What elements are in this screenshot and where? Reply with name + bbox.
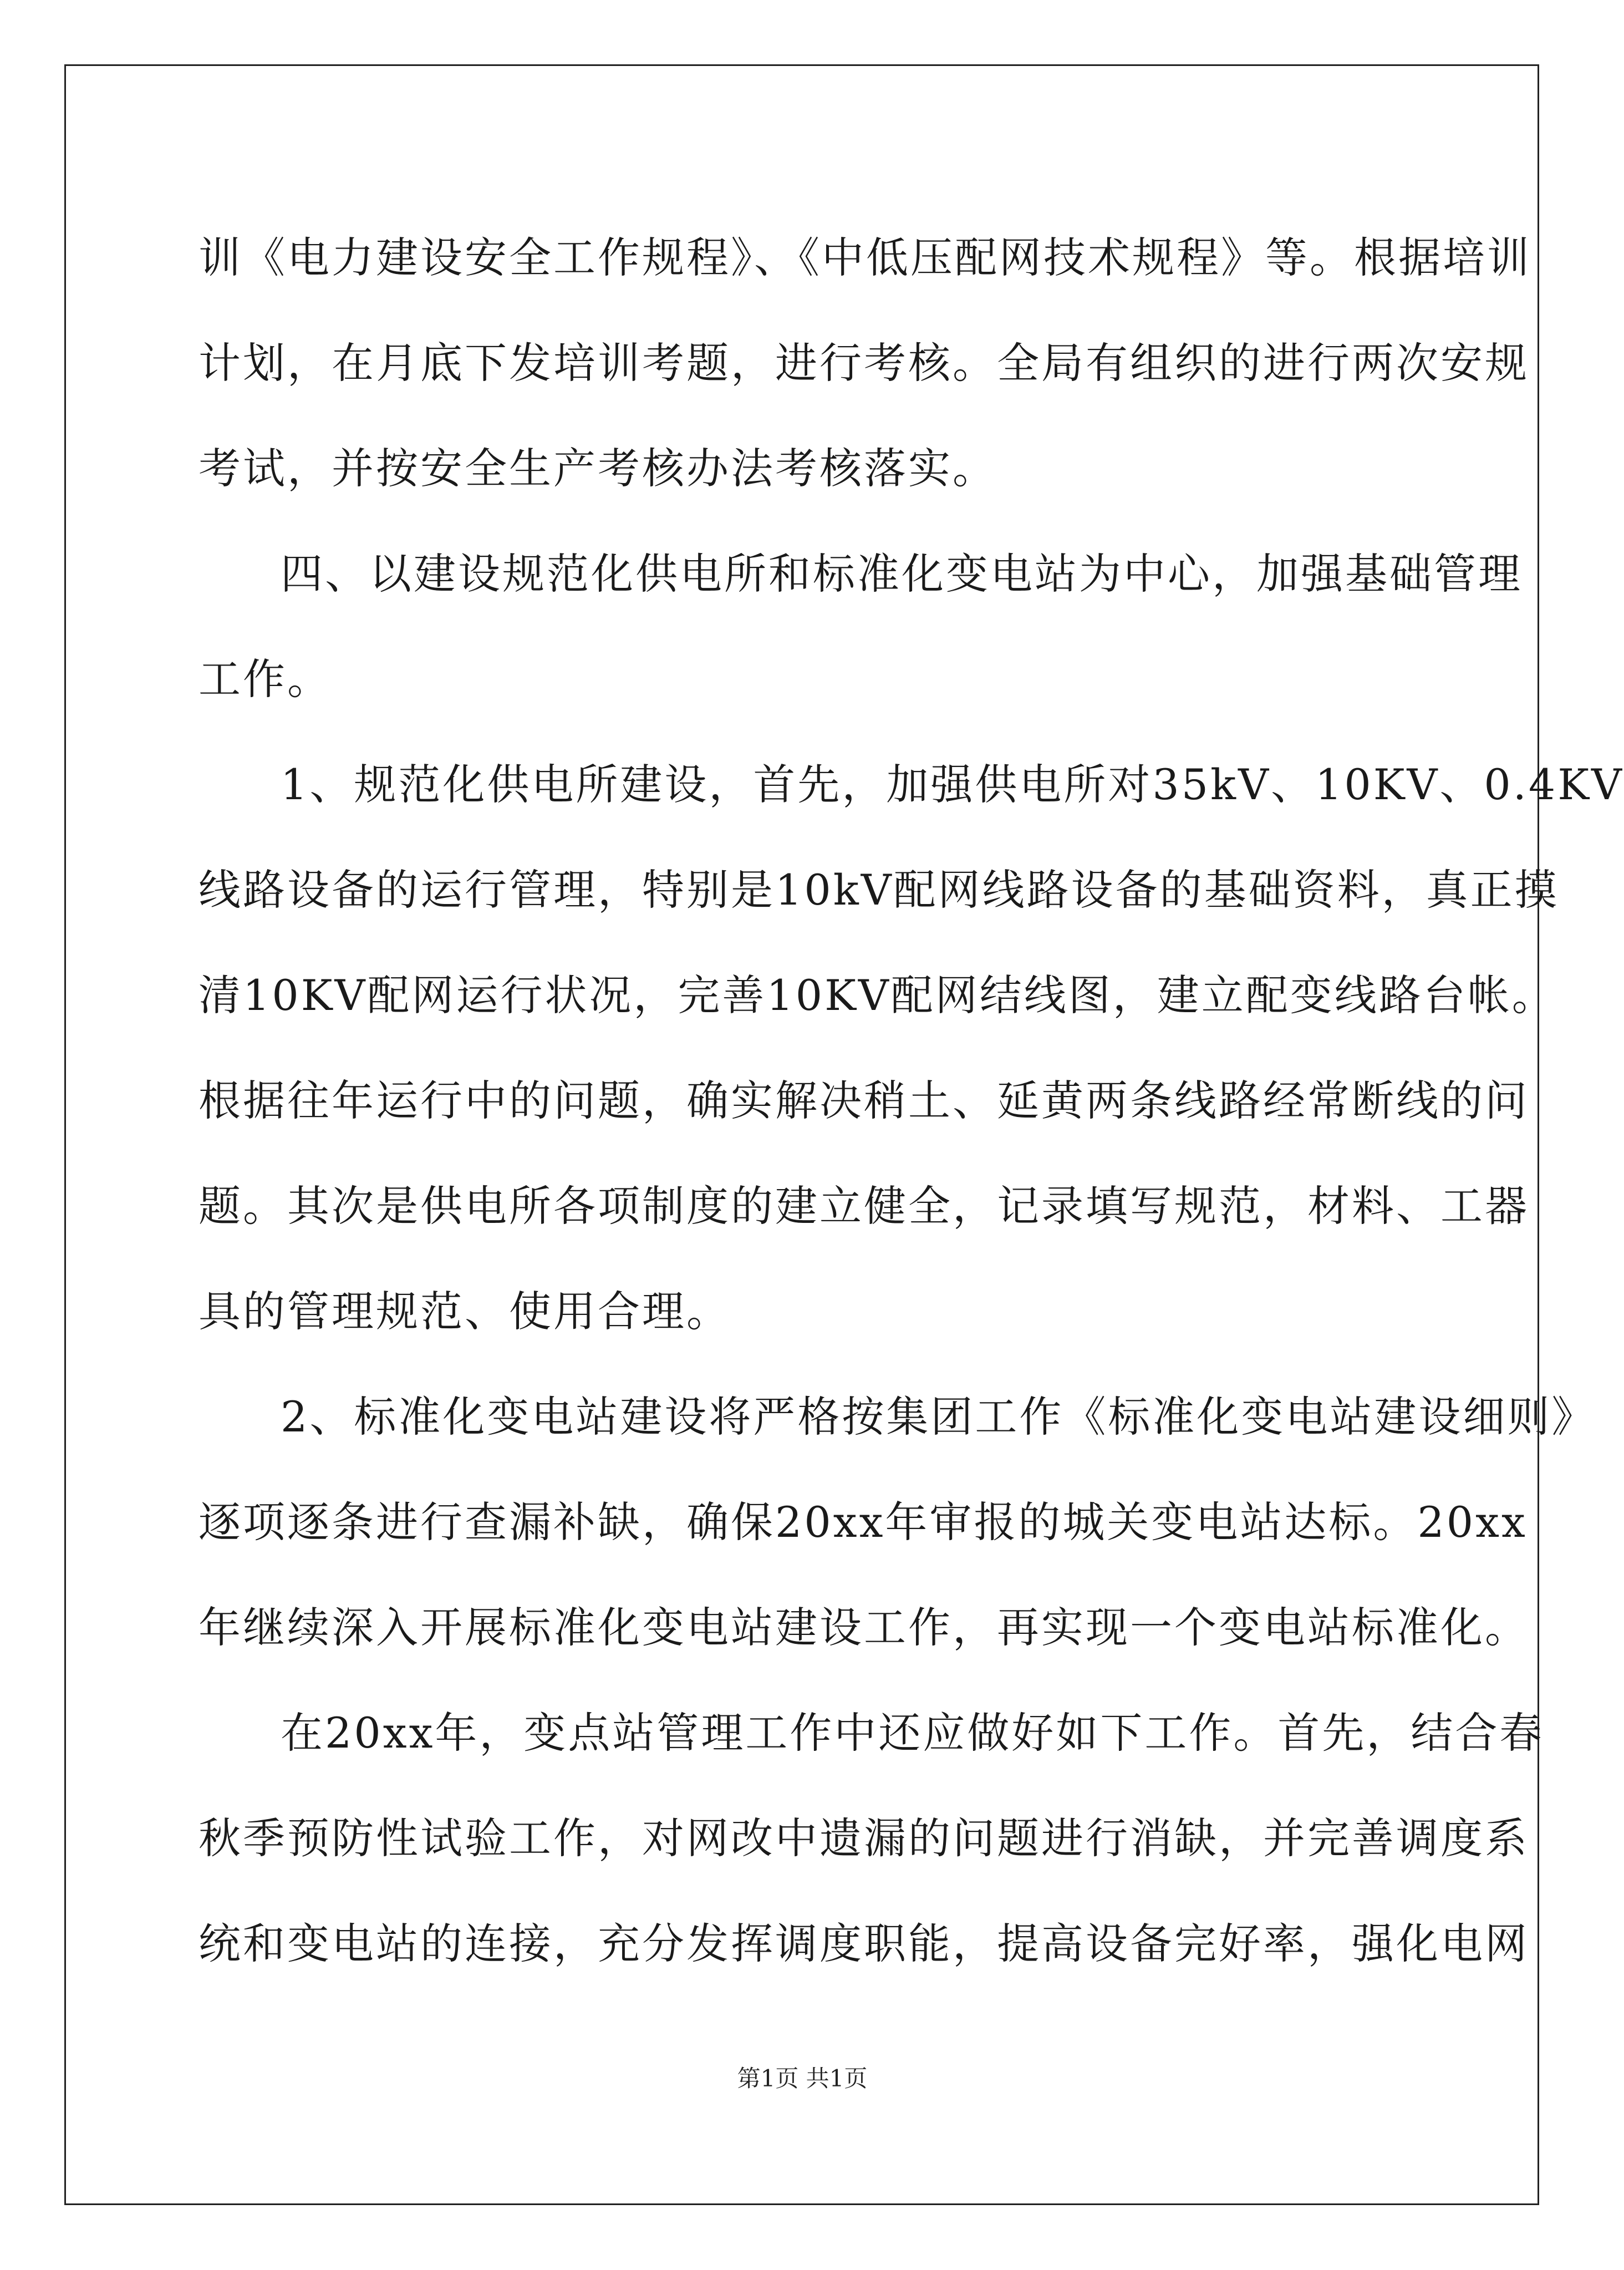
- text-line: 在20xx年，变点站管理工作中还应做好如下工作。首先，结合春: [281, 1708, 1544, 1758]
- text-line: 工作。: [198, 654, 332, 704]
- text-line: 秋季预防性试验工作，对网改中遗漏的问题进行消缺，并完善调度系: [198, 1814, 1529, 1863]
- text-line: 考试，并按安全生产考核办法考核落实。: [198, 444, 997, 493]
- document-body: [198, 205, 1624, 1997]
- page-number-footer: 第1页 共1页: [737, 2065, 868, 2092]
- text-line: 四、以建设规范化供电所和标准化变电站为中心，加强基础管理: [281, 549, 1523, 598]
- text-line: 清10KV配网运行状况，完善10KV配网结线图，建立配变线路台帐。: [198, 971, 1556, 1020]
- text-line: 具的管理规范、使用合理。: [198, 1287, 731, 1336]
- text-line: 2、标准化变电站建设将严格按集团工作《标准化变电站建设细则》: [281, 1392, 1596, 1441]
- text-line: 线路设备的运行管理，特别是10kV配网线路设备的基础资料，真正摸: [198, 865, 1559, 915]
- text-line: 1、规范化供电所建设，首先，加强供电所对35kV、10KV、0.4KV: [281, 760, 1624, 809]
- text-line: 计划，在月底下发培训考题，进行考核。全局有组织的进行两次安规: [198, 338, 1529, 388]
- text-line: 逐项逐条进行查漏补缺，确保20xx年审报的城关变电站达标。20xx: [198, 1497, 1528, 1547]
- text-line: 根据往年运行中的问题，确实解决稍土、延黄两条线路经常断线的问: [198, 1076, 1529, 1125]
- text-line: 题。其次是供电所各项制度的建立健全，记录填写规范，材料、工器: [198, 1181, 1529, 1231]
- text-line: 训《电力建设安全工作规程》、《中低压配网技术规程》等。根据培训: [198, 233, 1531, 282]
- text-line: 统和变电站的连接，充分发挥调度职能，提高设备完好率，强化电网: [198, 1919, 1529, 1968]
- text-line: 年继续深入开展标准化变电站建设工作，再实现一个变电站标准化。: [198, 1603, 1529, 1652]
